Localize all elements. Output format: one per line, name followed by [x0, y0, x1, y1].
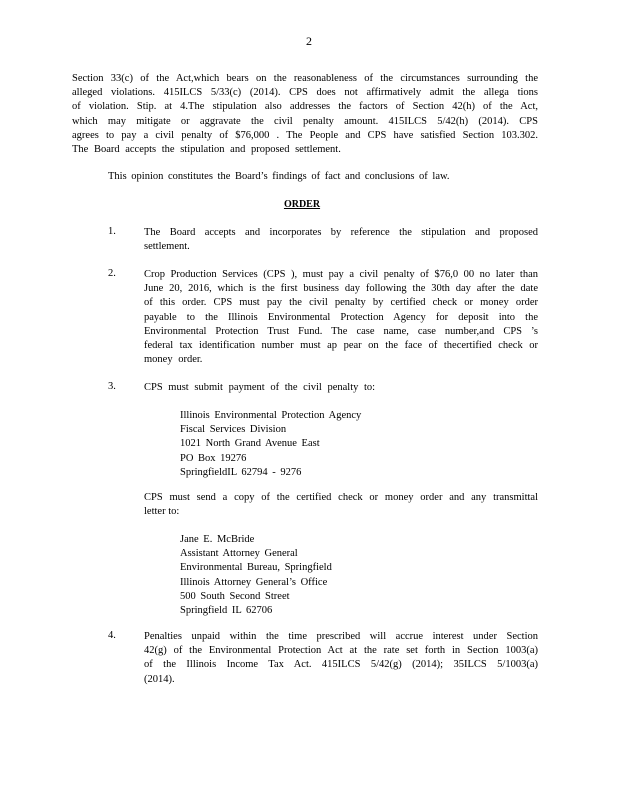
order-item-1	[144, 226, 538, 254]
item-line: The Board accepts and incorporates by reference the stipulation and proposed	[144, 227, 538, 238]
paragraph-line: agrees to pay a civil penalty of $76,000 . The People and CPS have satisfied Section 103.302.	[72, 129, 538, 141]
item-line: Environmental Protection Trust Fund. The case name, case number,and CPS ’s	[144, 325, 538, 337]
order-item-2	[144, 268, 538, 367]
item-line: money order.	[144, 354, 203, 366]
attorney-address	[180, 533, 332, 618]
address-line: 1021 North Grand Avenue East	[180, 438, 320, 450]
address-line: Illinois Attorney General’s Office	[180, 576, 328, 588]
item-line: letter to:	[144, 506, 180, 518]
order-heading	[0, 199, 618, 210]
item-line: June 20, 2016, which is the first business day following the 30th day after the date	[144, 283, 538, 295]
item-line: federal tax identification number must ap pear on the face of thecertified check or	[144, 340, 538, 352]
order-heading-text: ORDER	[283, 199, 321, 210]
item-number: 1.	[108, 226, 116, 237]
item-line: Penalties unpaid within the time prescribed will accrue interest under Section	[144, 631, 538, 642]
item-line: (2014).	[144, 673, 175, 685]
item-number: 4.	[108, 630, 116, 641]
address-line: Illinois Environmental Protection Agency	[180, 410, 362, 421]
address-line: Springfield IL 62706	[180, 605, 273, 617]
address-line: SpringfieldIL 62794 - 9276	[180, 466, 302, 478]
item-line: settlement.	[144, 241, 190, 253]
item-number: 3.	[108, 381, 116, 392]
address-line: Environmental Bureau, Springfield	[180, 562, 332, 574]
item-line: of the Illinois Income Tax Act. 415ILCS 5/42(g) (2014); 35ILCS 5/1003(a)	[144, 659, 538, 671]
address-line: Assistant Attorney General	[180, 548, 298, 560]
item-line: Crop Production Services (CPS ), must pay a civil penalty of $76,0 00 no later than	[144, 269, 538, 280]
order-item-3	[144, 381, 538, 395]
paragraph-line: of violation. Stip. at 4.The stipulation also addresses the factors of Section 42(h) of the Act,	[72, 101, 538, 113]
item-line: payable to the Illinois Environmental Protection Agency for deposit into the	[144, 311, 538, 323]
item-line: CPS must submit payment of the civil penalty to:	[144, 382, 376, 393]
opinion-statement: This opinion constitutes the Board’s findings of fact and conclusions of law.	[108, 171, 450, 182]
address-line: PO Box 19276	[180, 452, 247, 464]
copy-instruction	[144, 491, 538, 519]
address-line: Jane E. McBride	[180, 534, 255, 545]
item-line: 42(g) of the Environmental Protection Act at the rate set forth in Section 1003(a)	[144, 645, 538, 657]
item-line: of this order. CPS must pay the civil penalty by certified check or money order	[144, 297, 538, 309]
order-item-4	[144, 630, 538, 687]
paragraph-line: The Board accepts the stipulation and proposed settlement.	[72, 144, 341, 156]
paragraph-line: which may mitigate or aggravate the civil penalty amount. 415ILCS 5/42(h) (2014). CPS	[72, 115, 538, 127]
item-number: 2.	[108, 268, 116, 279]
paragraph-line: alleged violations. 415ILCS 5/33(c) (2014). CPS does not affirmatively admit the allega tions	[72, 87, 538, 99]
paragraph-line: Section 33(c) of the Act,which bears on the reasonableness of the circumstances surrounding the	[72, 73, 538, 84]
address-line: 500 South Second Street	[180, 590, 290, 602]
address-line: Fiscal Services Division	[180, 424, 287, 436]
page-number: 2	[306, 34, 312, 48]
item-line: CPS must send a copy of the certified check or money order and any transmittal	[144, 492, 538, 503]
payment-address	[180, 409, 361, 480]
intro-paragraph	[72, 72, 538, 157]
